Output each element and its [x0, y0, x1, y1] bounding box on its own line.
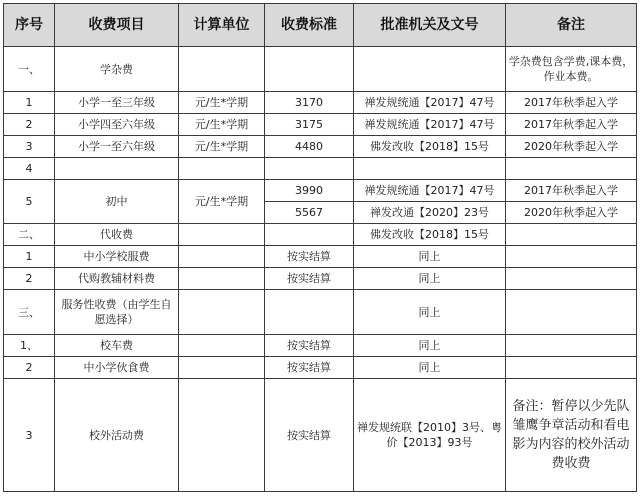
- cell-approval: 佛发改收【2018】15号: [354, 136, 506, 158]
- cell-approval: 禅发规统通【2017】47号: [354, 92, 506, 114]
- cell-unit: [179, 290, 265, 335]
- cell-standard: [265, 290, 354, 335]
- cell-standard: [265, 224, 354, 246]
- cell-note: [506, 224, 637, 246]
- cell-item: 中小学校服费: [55, 246, 179, 268]
- cell-note: [506, 357, 637, 379]
- table-row: [4, 224, 637, 246]
- cell-standard: 3990: [265, 180, 354, 202]
- cell-approval: 同上: [354, 335, 506, 357]
- cell-standard: 按实结算: [265, 246, 354, 268]
- cell-unit: [179, 158, 265, 180]
- cell-standard: 4480: [265, 136, 354, 158]
- table-row: [4, 180, 637, 202]
- cell-approval: 同上: [354, 290, 506, 335]
- fee-table: [3, 3, 637, 492]
- table-row: [4, 158, 637, 180]
- header-note: 备注: [506, 4, 637, 47]
- table-row: [4, 379, 637, 492]
- cell-item: 小学一至六年级: [55, 136, 179, 158]
- table-row: [4, 268, 637, 290]
- cell-unit: [179, 335, 265, 357]
- table-row: [4, 246, 637, 268]
- cell-standard: 3175: [265, 114, 354, 136]
- cell-note: [506, 268, 637, 290]
- cell-unit: [179, 246, 265, 268]
- table-row: [4, 47, 637, 92]
- table-row: [4, 92, 637, 114]
- cell-note: 学杂费包含学费,课本费，作业本费。: [506, 47, 637, 92]
- cell-unit: 元/生*学期: [179, 180, 265, 224]
- cell-standard: 按实结算: [265, 379, 354, 492]
- cell-unit: [179, 379, 265, 492]
- cell-unit: 元/生*学期: [179, 92, 265, 114]
- cell-approval: 禅发规统通【2017】47号: [354, 114, 506, 136]
- header-approval: 批准机关及文号: [354, 4, 506, 47]
- cell-note: 2020年秋季起入学: [506, 136, 637, 158]
- cell-unit: [179, 268, 265, 290]
- cell-note: 2017年秋季起入学: [506, 114, 637, 136]
- cell-seq: 二、: [4, 224, 55, 246]
- table-row: [4, 136, 637, 158]
- header-unit: 计算单位: [179, 4, 265, 47]
- cell-seq: 三、: [4, 290, 55, 335]
- cell-standard: 按实结算: [265, 268, 354, 290]
- header-seq: 序号: [4, 4, 55, 47]
- cell-item: 学杂费: [55, 47, 179, 92]
- cell-item: 代购教辅材料费: [55, 268, 179, 290]
- cell-seq: 2: [4, 357, 55, 379]
- cell-item: 小学一至三年级: [55, 92, 179, 114]
- header-standard: 收费标准: [265, 4, 354, 47]
- cell-note: [506, 290, 637, 335]
- header-item: 收费项目: [55, 4, 179, 47]
- cell-note: 2017年秋季起入学: [506, 180, 637, 202]
- cell-note: [506, 246, 637, 268]
- table-row: [4, 114, 637, 136]
- cell-item: 服务性收费（由学生自愿选择）: [55, 290, 179, 335]
- table-row: [4, 335, 637, 357]
- cell-item: 小学四至六年级: [55, 114, 179, 136]
- cell-approval: 同上: [354, 246, 506, 268]
- cell-seq: 3: [4, 136, 55, 158]
- cell-seq: 3: [4, 379, 55, 492]
- table-row: [4, 357, 637, 379]
- cell-standard: 5567: [265, 202, 354, 224]
- header-row: [4, 4, 637, 47]
- cell-standard: [265, 47, 354, 92]
- fee-table-container: [3, 3, 637, 492]
- cell-approval: 佛发改收【2018】15号: [354, 224, 506, 246]
- cell-note: 备注：暂停以少先队雏鹰争章活动和看电影为内容的校外活动费收费: [506, 379, 637, 492]
- cell-approval: 同上: [354, 268, 506, 290]
- cell-standard: 按实结算: [265, 357, 354, 379]
- cell-seq: 5: [4, 180, 55, 224]
- cell-item: [55, 158, 179, 180]
- cell-unit: [179, 224, 265, 246]
- cell-approval: [354, 47, 506, 92]
- cell-item: 代收费: [55, 224, 179, 246]
- cell-standard: 3170: [265, 92, 354, 114]
- cell-approval: 禅发改通【2020】23号: [354, 202, 506, 224]
- cell-note: [506, 158, 637, 180]
- cell-seq: 一、: [4, 47, 55, 92]
- cell-item: 初中: [55, 180, 179, 224]
- cell-item: 校车费: [55, 335, 179, 357]
- cell-note: 2020年秋季起入学: [506, 202, 637, 224]
- cell-seq: 1、: [4, 335, 55, 357]
- cell-item: 校外活动费: [55, 379, 179, 492]
- cell-unit: 元/生*学期: [179, 136, 265, 158]
- cell-seq: 1: [4, 92, 55, 114]
- cell-approval: [354, 158, 506, 180]
- table-row: [4, 290, 637, 335]
- cell-seq: 2: [4, 114, 55, 136]
- cell-seq: 1: [4, 246, 55, 268]
- cell-approval: 禅发规统通【2017】47号: [354, 180, 506, 202]
- cell-note: 2017年秋季起入学: [506, 92, 637, 114]
- cell-standard: 按实结算: [265, 335, 354, 357]
- cell-unit: [179, 47, 265, 92]
- cell-unit: [179, 357, 265, 379]
- cell-approval: 禅发规统联【2010】3号、粤价【2013】93号: [354, 379, 506, 492]
- cell-approval: 同上: [354, 357, 506, 379]
- cell-note: [506, 335, 637, 357]
- cell-standard: [265, 158, 354, 180]
- cell-seq: 4: [4, 158, 55, 180]
- cell-seq: 2: [4, 268, 55, 290]
- cell-item: 中小学伙食费: [55, 357, 179, 379]
- cell-unit: 元/生*学期: [179, 114, 265, 136]
